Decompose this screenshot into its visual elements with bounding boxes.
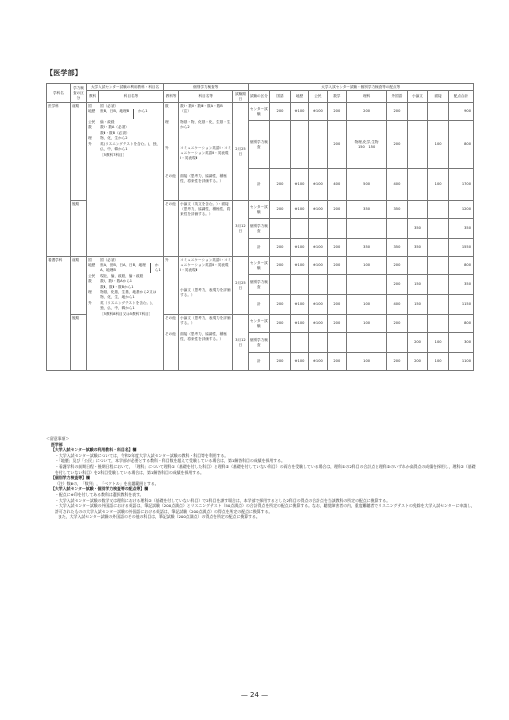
header-col-kokugo: 国語 [270,91,291,103]
igaku-zenki-ind-kamoku: 数Ⅰ・数Ⅱ・数Ⅲ・数A・数B（注） 物基・物，化基・化，生基・生 から2 コミュニケーション英語Ⅰ・コミュニケーション英語Ⅱ・英表現Ⅰ・英表現Ⅱ 面接（思考力，協調性，積極性，将来性を評価する。） [179,103,233,201]
note-line: ・看護学科の前期日程・後期日程において，「理科」について理科①（基礎を付した科目）と理科②（基礎を付していない科目）の両方を受験している場合は，理科①の2科目の合計点と理科②のいずれか高得点の成績を採用し，理科②（基礎を付していない科目）を2科目受験している場合は，第1解答科目の成績を採用する。 [55,463,476,475]
igaku-zenki-center-total: 900 [448,103,473,121]
header-date: 試験期日 [233,91,248,103]
header-col-komin: 公民 [309,91,327,103]
header-kyoka: 教科 [87,91,99,103]
header-col-gaikokugo: 外国語 [387,91,408,103]
page-title: 【医学部】 [46,69,82,77]
igaku-koki-ind-kamoku: 小論文（英文を含む。）・面接（思考力，協調性，積極性，将来性を評価する。） [179,201,233,257]
notes-section-2: 【個別学力検査等】欄 [51,475,90,481]
notes-section [46,436,476,520]
dept-igaku: 医学科 [47,103,71,257]
header-ind-kamoku: 科目名等 [179,91,233,103]
kango-koki-ind-kyoka: その他 その他 [164,315,179,371]
igaku-center-subjects: 国 国（必須） 地歴 世B，日B，地理B から1 公民 倫・政経 数 数Ⅰ・数A（必須） 数Ⅱ・数B（必須） 理 物，化，生から2 外 英(リスニングテストを含む。)，独，仏，中，韓から1 ［5教科7科目］ [87,103,164,257]
note-line: ・大学入試センター試験の外国語における英語は，筆記試験（200点満点）とリスニングテスト（50点満点）の合計得点を所定の配点に換算する。なお，聴覚障害者の内，重度難聴者でリスニングテストの免除を大学入試センターに申請し，許可されたものの大学入試センター試験の外国語における英語は，筆記試験（200点満点）の得点を所定の配点に換算する。 [55,503,475,514]
igaku-zenki-rika-cell: 物理,化学,生物 150 150 [347,121,387,169]
igaku-koki-ind-kyoka: その他 [164,201,179,257]
note-line: また，大学入試センター試験の外国語のその他の科目は，筆記試験（200点満点）の得点を所定の配点に換算する。 [58,514,260,520]
notes-section-3: 【大学入試センター試験・個別学力検査等の配点等】欄 [51,486,149,492]
igaku-zenki-kubun-total: 計 [248,169,270,201]
igaku-zenki-kubun-individual: 個別学力検査 [248,121,270,169]
kango-zenki-date: 2月25日 [233,257,248,315]
header-ind-kyoka: 教科等 [164,91,179,103]
header-col-mensetsu: 面接 [428,91,449,103]
header-config-group: 大学入試センター試験・個別学力検査等の配点等 [248,84,473,91]
schedule-igaku-koki: 後期 [70,201,86,257]
header-col-shoronbun: 小論文 [407,91,428,103]
kango-zenki-ind-kyoka: 外 [164,257,179,315]
header-individual-group: 個別学力検査等 [164,84,249,91]
schedule-kango-koki: 後期 [70,315,86,371]
schedule-igaku-zenki: 前期 [70,103,86,201]
kango-koki-ind-kamoku: 小論文（思考力，表現力を評価する。） 面接（思考力，協調性，積極性，将来性を評価する。） [179,315,233,371]
kango-zenki-ind-kamoku: コミュニケーション英語Ⅰ・コミュニケーション英語Ⅱ・英表現Ⅰ・英表現Ⅱ 小論文（思考力，表現力を評価する。） [179,257,233,315]
igaku-zenki-ind-kyoka: 数 理 外 その他 [164,103,179,201]
notes-heading: ＜留意事項＞ [46,436,70,441]
header-center-group: 大学入試センター試験の利用教科・科目名 [87,84,164,91]
note-line: ・配点に※印を付してある教科は選択教科を表す。 [55,491,144,497]
header-dept: 学科名 [47,84,71,103]
admission-table: 学科名 学力検査の区分 大学入試センター試験の利用教科・科目名 個別学力検査等 大学入試センター試験・個別学力検査等の配点等 教科 科目名等 教科等 科目名等 試験期日 試験の区分 国語 地歴 公民 数学 理科 外国語 小論文 面接 配点合計 医学科 前期 国 国（必須） 地歴 世B，日B，地理B から1 公民 倫・政経 数 数Ⅰ・数A（必須） 数Ⅱ・数B（必須） 理 物，化，生から2 外 英(リスニングテストを含む。)，独，仏，中，韓から1 ［5教科7科目］ 数 理 外 その他 数Ⅰ・数Ⅱ・数Ⅲ・数A・数B（注） 物基・物，化基・化，生基・生 から2 コミュニケーション英語Ⅰ・コミュニケーション英語Ⅱ・英表現Ⅰ・英表現Ⅱ 面接（思考力，協調性，積極性，将来性を評価する。） 2月25日 センター試験 200 ※100 ※100 200 200 200 900 個別学力検査 200 物理,化学,生物 150 150 200 100 800 計 200 ※100 ※100 400 500 400 100 1700 後期 その他 小論文（英文を含む。）・面接（思考力，協調性，積極性，将来性を評価する。） 3月12日 センター試験 200 ※100 ※100 200 350 350 1200 個別学力検査 350 350 計 200 ※100 ※100 200 350 350 350 1550 看護学科 前期 国 国（必須） 地歴 世A，世B，日A，日B，地理A，地理B から1 公民 現社，倫，政経，倫・政経 数 数Ⅰ，数Ⅰ・数Aから1 数Ⅱ，数Ⅱ・数Bから1 理 物基，化基，生基，地基から2又は物，化，生，地から1 外 英（リスニングテストを含む。)，独，仏，中，韓から1 ［5教科8科目又は5教科7科目］ 外 コミュニケーション英語Ⅰ・コミュニケーション英語Ⅱ・英表現Ⅰ・英表現Ⅱ 小論文（思考力，表現力を評価する。） 2月25日 センター試験 200 ※100 ※100 200 100 200 800 個別学力検査 200 150 350 計 200 ※100 ※100 200 100 400 150 1150 後期 その他 その他 小論文（思考力，表現力を評価する。） 面接（思考力，協調性，積極性，将来性を評価する。） 3月12日 センター試験 200 ※100 ※100 200 100 200 800 個別学力検査 200 100 300 計 200 ※100 ※100 200 100 200 200 100 1100 [46,83,474,371]
header-col-rika: 理科 [347,91,387,103]
notes-section-1: 【大学入試センター試験の利用教科・科目名】欄 [51,447,137,453]
page-number: — 24 — [240,691,269,699]
note-line: ・大学入試センター試験の数学又は理科における理科②（基礎を付していない科目）で2科目を課す場合は，本学部で採用するとした2科目の得点の合計点を当該教科の所定の配点に換算する。 [55,497,391,503]
note-line: ・「地歴」及び「公民」について，本学部が必要とする教科・科目数を超えて受験している場合は，第1解答科目の成績を採用する。 [55,458,285,464]
igaku-zenki-date: 2月25日 [233,103,248,201]
dept-kango: 看護学科 [47,257,71,371]
schedule-kango-zenki: 前期 [70,257,86,315]
note-line: （注）数Ⅲの，「数列」，「ベクトル」を出題範囲とする。 [55,480,159,486]
header-schedule: 学力検査の区分 [70,84,86,103]
kango-center-subjects: 国 国（必須） 地歴 世A，世B，日A，日B，地理A，地理B から1 公民 現社，倫，政経，倫・政経 数 数Ⅰ，数Ⅰ・数Aから1 数Ⅱ，数Ⅱ・数Bから1 理 物基，化基，生基，地基から2又は物，化，生，地から1 外 英（リスニングテストを含む。)，独，仏，中，韓から1 ［5教科8科目又は5教科7科目］ [87,257,164,371]
kango-koki-date: 3月12日 [233,315,248,371]
header-kamoku: 科目名等 [98,91,163,103]
header-col-sugaku: 数学 [327,91,347,103]
header-kubun: 試験の区分 [248,91,270,103]
header-total: 配点合計 [448,91,473,103]
igaku-koki-date: 3月12日 [233,201,248,257]
notes-dept: 医学部 [51,441,63,447]
header-col-chireki: 地歴 [290,91,308,103]
note-line: ・大学入試センター試験については，令和2年度大学入試センター試験の教科・科目等を利用する。 [55,452,229,458]
igaku-zenki-kubun-center: センター試験 [248,103,270,121]
